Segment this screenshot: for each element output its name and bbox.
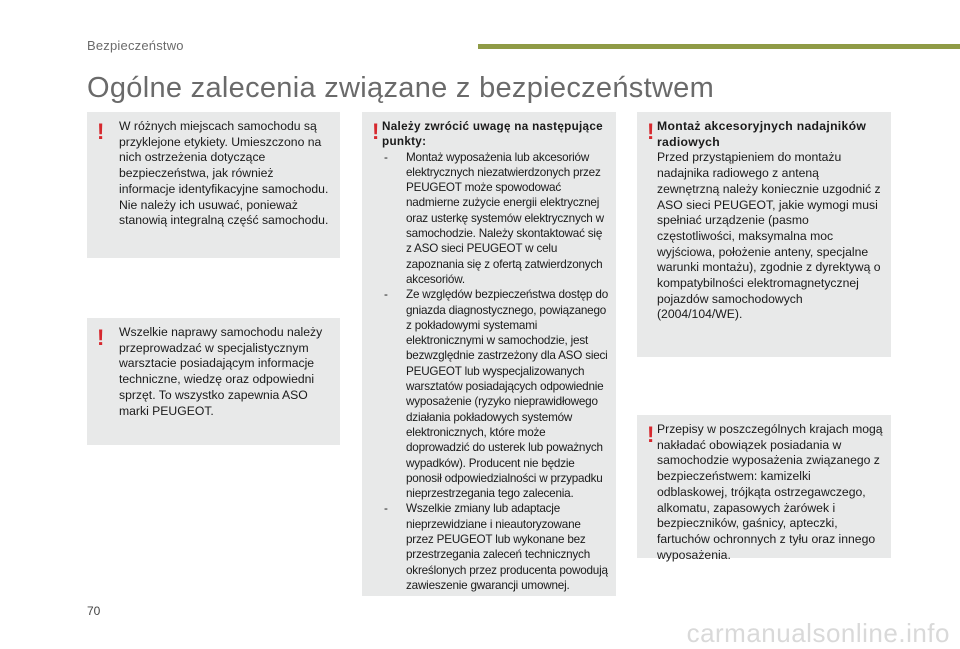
list-item-text: Wszelkie zmiany lub adaptacje nieprzewidziane i nieautoryzowane przez PEUGEOT lub wykonane bez przestrzegania zaleceń technicznych określonych przez producenta powodują zawieszenie gwarancji umownej. <box>406 502 608 592</box>
box-text: Przed przystąpieniem do montażu nadajnika radiowego z anteną zewnętrzną należy koniecznie uzgodnić z ASO sieci PEUGEOT, jakie wymogi musi spełniać urządzenie (pasmo częstotliwości, maksymalna moc wyjściowa, położenie anteny, specjalne warunki montażu), zgodnie z dyrektywą o kompatybilności elektromagnetycznej pojazdów samochodowych (2004/104/WE). <box>657 150 881 322</box>
warning-icon: ! <box>97 325 105 350</box>
section-label: Bezpieczeństwo <box>87 38 184 53</box>
box-heading: Montaż akcesoryjnych nadajników radiowych <box>657 119 867 149</box>
warning-text: Przepisy w poszczególnych krajach mogą nakładać obowiązek posiadania w samochodzie wyposażenia związanego z bezpieczeństwem: kamizelki odblaskowej, trójkąta ostrzegawczego, alkomatu, zapasowych żarówek i bezpieczników, gaśnicy, apteczki, fartuchów ochronnych z tyłu oraz innego wyposażenia. <box>657 422 883 562</box>
warning-box-repairs <box>87 318 340 445</box>
warning-text: W różnych miejscach samochodu są przyklejone etykiety. Umieszczono na nich ostrzeżenia dotyczące bezpieczeństwa, jak również informacje identyfikacyjne samochodu. Nie należy ich usuwać, ponieważ stanowią integralną część samochodu. <box>119 119 329 228</box>
box-heading: Należy zwrócić uwagę na następujące punkty: <box>382 120 603 149</box>
warning-box-radio <box>637 112 891 357</box>
list-dash: - <box>384 150 388 164</box>
list-item-text: Ze względów bezpieczeństwa dostęp do gniazda diagnostycznego, powiązanego z pokładowymi systemami elektronicznymi w samochodzie, jest bezwzględnie zastrzeżony dla ASO sieci PEUGEOT lub wyspecjalizowanych warsztatów posiadających odpowiednie wyposażenie (ryzyko nieprawidłowego działania pokładowych systemów elektronicznych, które może doprowadzić do usterek lub poważnych wypadków). Producent nie będzie ponosił odpowiedzialności w przypadku nieprzestrzegania tego zalecenia. <box>406 288 608 501</box>
list-item <box>382 501 608 593</box>
warning-icon: ! <box>97 119 105 144</box>
list-dash: - <box>384 502 388 516</box>
list-item-text: Montaż wyposażenia lub akcesoriów elektrycznych niezatwierdzonych przez PEUGEOT może spowodować nadmierne zużycie energii elektrycznej oraz usterkę systemów elektrycznych w samochodzie. Należy skontaktować się z ASO sieci PEUGEOT w celu zapoznania się z ofertą zatwierdzonych akcesoriów. <box>406 150 604 286</box>
warning-box-labels <box>87 112 340 258</box>
warning-icon: ! <box>647 119 655 144</box>
page-number: 70 <box>87 604 101 618</box>
warning-icon: ! <box>647 422 655 447</box>
warning-icon: ! <box>372 119 380 144</box>
warning-text: Wszelkie naprawy samochodu należy przeprowadzać w specjalistycznym warsztacie posiadającym informacje techniczne, wiedzę oraz odpowiedni sprzęt. To wszystko zapewnia ASO marki PEUGEOT. <box>119 325 323 418</box>
list-item <box>382 287 608 501</box>
header-accent-bar <box>478 44 960 49</box>
page-title: Ogólne zalecenia związane z bezpieczeństwem <box>87 72 715 104</box>
warning-box-regulations <box>637 415 891 562</box>
warning-box-attention <box>362 112 616 596</box>
list-item <box>382 150 608 288</box>
list-dash: - <box>384 288 388 302</box>
watermark: carmanualsonline.info <box>686 618 950 648</box>
